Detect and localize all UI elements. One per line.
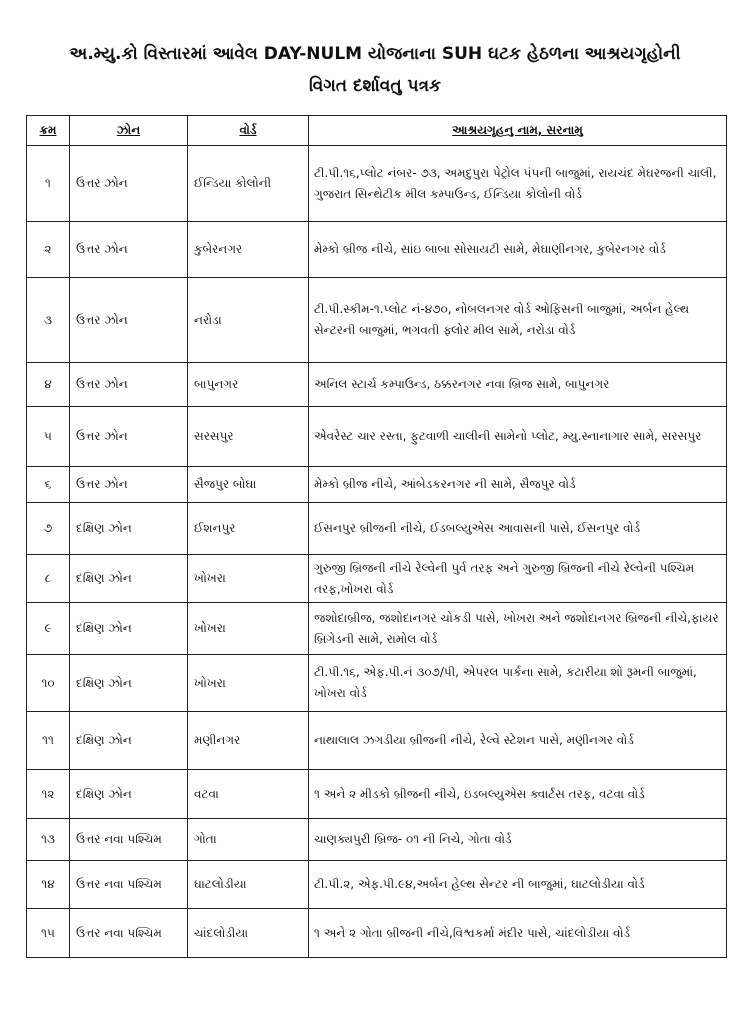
row-ward: કુબેરનગર [188, 222, 309, 278]
row-serial-number: ૧૧ [27, 712, 70, 770]
row-zone: દક્ષિણ ઝોન [70, 655, 188, 712]
row-zone: દક્ષિણ ઝોન [70, 712, 188, 770]
document-title-line-1: અ.મ્યુ.કો વિસ્તારમાં આવેલ DAY-NULM યોજનાના SUH ઘટક હેઠળના આશ્રયગૃહોની [69, 44, 681, 64]
table-row [27, 655, 727, 712]
row-shelter-address: ૧ અને ૨ મીડકો બ્રીજની નીચે, ઇડબલ્યુએસ ક્વાર્ટસ તરફ, વટવા વોર્ડ [309, 770, 727, 819]
row-ward: ખોખરા [188, 655, 309, 712]
row-shelter-address: ટી.પી.૨, એફ.પી.૯૪,અર્બન હેલ્થ સેન્ટર ની બાજુમાં, ઘાટલોડીયા વોર્ડ [309, 861, 727, 909]
table-row [27, 146, 727, 222]
row-serial-number: ૬ [27, 467, 70, 503]
row-zone: ઉત્તર નવા પશ્ચિમ [70, 819, 188, 861]
table-row [27, 712, 727, 770]
header-shelter-address: આશ્રયગૃહનુ નામ, સરનામુ [309, 116, 727, 146]
row-shelter-address: ટી.પી.સ્કીમ-૧.પ્લોટ નં-૪૭૦, નોબલનગર વોર્ડ ઓફિસની બાજુમાં, અર્બન હેલ્થ સેન્ટરની બાજુમાં, ભગવતી ફ્લોર મીલ સામે, નરોડા વોર્ડ [309, 278, 727, 363]
header-zone: ઝોન [70, 116, 188, 146]
header-serial-number: ક્રમ [27, 116, 70, 146]
row-zone: ઉત્તર ઝોન [70, 467, 188, 503]
row-shelter-address: ટી.પી.૧૬,પ્લોટ નંબર- ૭૩, અમદુપુરા પેટ્રોલ પંપની બાજુમાં, રાયચંદ મેઘરજની ચાલી, ગુજરાત સિન્થેટીક મીલ કમ્પાઉન્ડ, ઈન્ડિયા કોલોની વોર્ડ [309, 146, 727, 222]
row-ward: ગોતા [188, 819, 309, 861]
row-shelter-address: નાથાલાલ ઝગડીયા બ્રીજની નીચે, રેલ્વે સ્ટેશન પાસે, મણીનગર વોર્ડ [309, 712, 727, 770]
row-ward: ચાંદલોડીયા [188, 909, 309, 958]
row-shelter-address: મેમ્કો બ્રીજ નીચે, આંબેડકરનગર ની સામે, સૈજપુર વોર્ડ [309, 467, 727, 503]
row-serial-number: ૩ [27, 278, 70, 363]
row-serial-number: ૧૪ [27, 861, 70, 909]
row-ward: સૈજપુર બોઘા [188, 467, 309, 503]
table-row [27, 363, 727, 407]
row-shelter-address: અનિલ સ્ટાર્ચ કમ્પાઉન્ડ, ઠક્કરનગર નવા બ્રિજ સામે, બાપુનગર [309, 363, 727, 407]
row-zone: દક્ષિણ ઝોન [70, 603, 188, 655]
row-zone: દક્ષિણ ઝોન [70, 555, 188, 603]
row-zone: દક્ષિણ ઝોન [70, 770, 188, 819]
row-serial-number: ૮ [27, 555, 70, 603]
row-serial-number: ૧૫ [27, 909, 70, 958]
shelter-table [26, 115, 727, 958]
row-ward: ખોખરા [188, 603, 309, 655]
row-zone: દક્ષિણ ઝોન [70, 503, 188, 555]
row-zone: ઉત્તર નવા પશ્ચિમ [70, 909, 188, 958]
row-shelter-address: ઈસનપુર બ્રીજની નીચે, ઈડબલ્યુએસ આવાસની પાસે, ઈસનપુર વોર્ડ [309, 503, 727, 555]
table-row [27, 861, 727, 909]
row-ward: ઈશનપુર [188, 503, 309, 555]
row-ward: વટવા [188, 770, 309, 819]
table-row [27, 503, 727, 555]
row-serial-number: ૨ [27, 222, 70, 278]
table-row [27, 467, 727, 503]
row-ward: ઘાટલોડીયા [188, 861, 309, 909]
row-shelter-address: ૧ અને ૨ ગોતા બ્રીજની નીચે,વિશ્વકર્મા મંદીર પાસે, ચાંદલોડીયા વોર્ડ [309, 909, 727, 958]
table-row [27, 603, 727, 655]
row-serial-number: ૯ [27, 603, 70, 655]
row-serial-number: ૪ [27, 363, 70, 407]
row-ward: સરસપુર [188, 407, 309, 467]
row-ward: નરોડા [188, 278, 309, 363]
table-row [27, 909, 727, 958]
row-ward: ઈન્ડિયા કોલોની [188, 146, 309, 222]
row-shelter-address: એવરેસ્ટ ચાર રસ્તા, ફુટવાળી ચાલીની સામેનો પ્લોટ, મ્યુ.સ્નાનાગાર સામે, સરસપુર [309, 407, 727, 467]
row-shelter-address: ટી.પી.૧૬, એફ.પી.નં ૩૦૭/પી, એપરલ પાર્કના સામે, કટારીયા શો રૂમની બાજુમાં, ખોખરા વોર્ડ [309, 655, 727, 712]
row-shelter-address: મેમ્કો બ્રીજ નીચે, સાંઇ બાબા સોસાયટી સામે, મેઘાણીનગર, કુબેરનગર વોર્ડ [309, 222, 727, 278]
row-zone: ઉત્તર ઝોન [70, 278, 188, 363]
row-shelter-address: જશોદાબ્રીજ, જશોદાનગર ચોકડી પાસે, ખોખરા અને જશોદાનગર બ્રિજની નીચે,ફાયર બ્રિગેડની સામે, રામોલ વોર્ડ [309, 603, 727, 655]
row-ward: ખોખરા [188, 555, 309, 603]
table-row [27, 407, 727, 467]
row-serial-number: ૧૩ [27, 819, 70, 861]
table-row [27, 555, 727, 603]
row-zone: ઉત્તર નવા પશ્ચિમ [70, 861, 188, 909]
row-ward: મણીનગર [188, 712, 309, 770]
table-row [27, 222, 727, 278]
header-ward: વોર્ડ [188, 116, 309, 146]
row-serial-number: ૧૨ [27, 770, 70, 819]
row-zone: ઉત્તર ઝોન [70, 222, 188, 278]
row-serial-number: ૧ [27, 146, 70, 222]
table-header-row [27, 116, 727, 146]
table-row [27, 278, 727, 363]
row-zone: ઉત્તર ઝોન [70, 407, 188, 467]
table-row [27, 819, 727, 861]
row-shelter-address: ચાણક્યપુરી બ્રિજ- ૦૧ ની નિચે, ગોતા વોર્ડ [309, 819, 727, 861]
document-title-line-2: વિગત દર્શાવતુ પત્રક [308, 76, 442, 96]
row-zone: ઉત્તર ઝોન [70, 146, 188, 222]
row-serial-number: ૭ [27, 503, 70, 555]
table-row [27, 770, 727, 819]
row-serial-number: ૫ [27, 407, 70, 467]
row-zone: ઉત્તર ઝોન [70, 363, 188, 407]
row-serial-number: ૧૦ [27, 655, 70, 712]
row-ward: બાપુનગર [188, 363, 309, 407]
row-shelter-address: ગુરુજી બ્રિજની નીચે રેલ્વેની પુર્વ તરફ અને ગુરુજી બ્રિજની નીચે રેલ્વેની પશ્ચિમ તરફ,ખોખરા વોર્ડ [309, 555, 727, 603]
